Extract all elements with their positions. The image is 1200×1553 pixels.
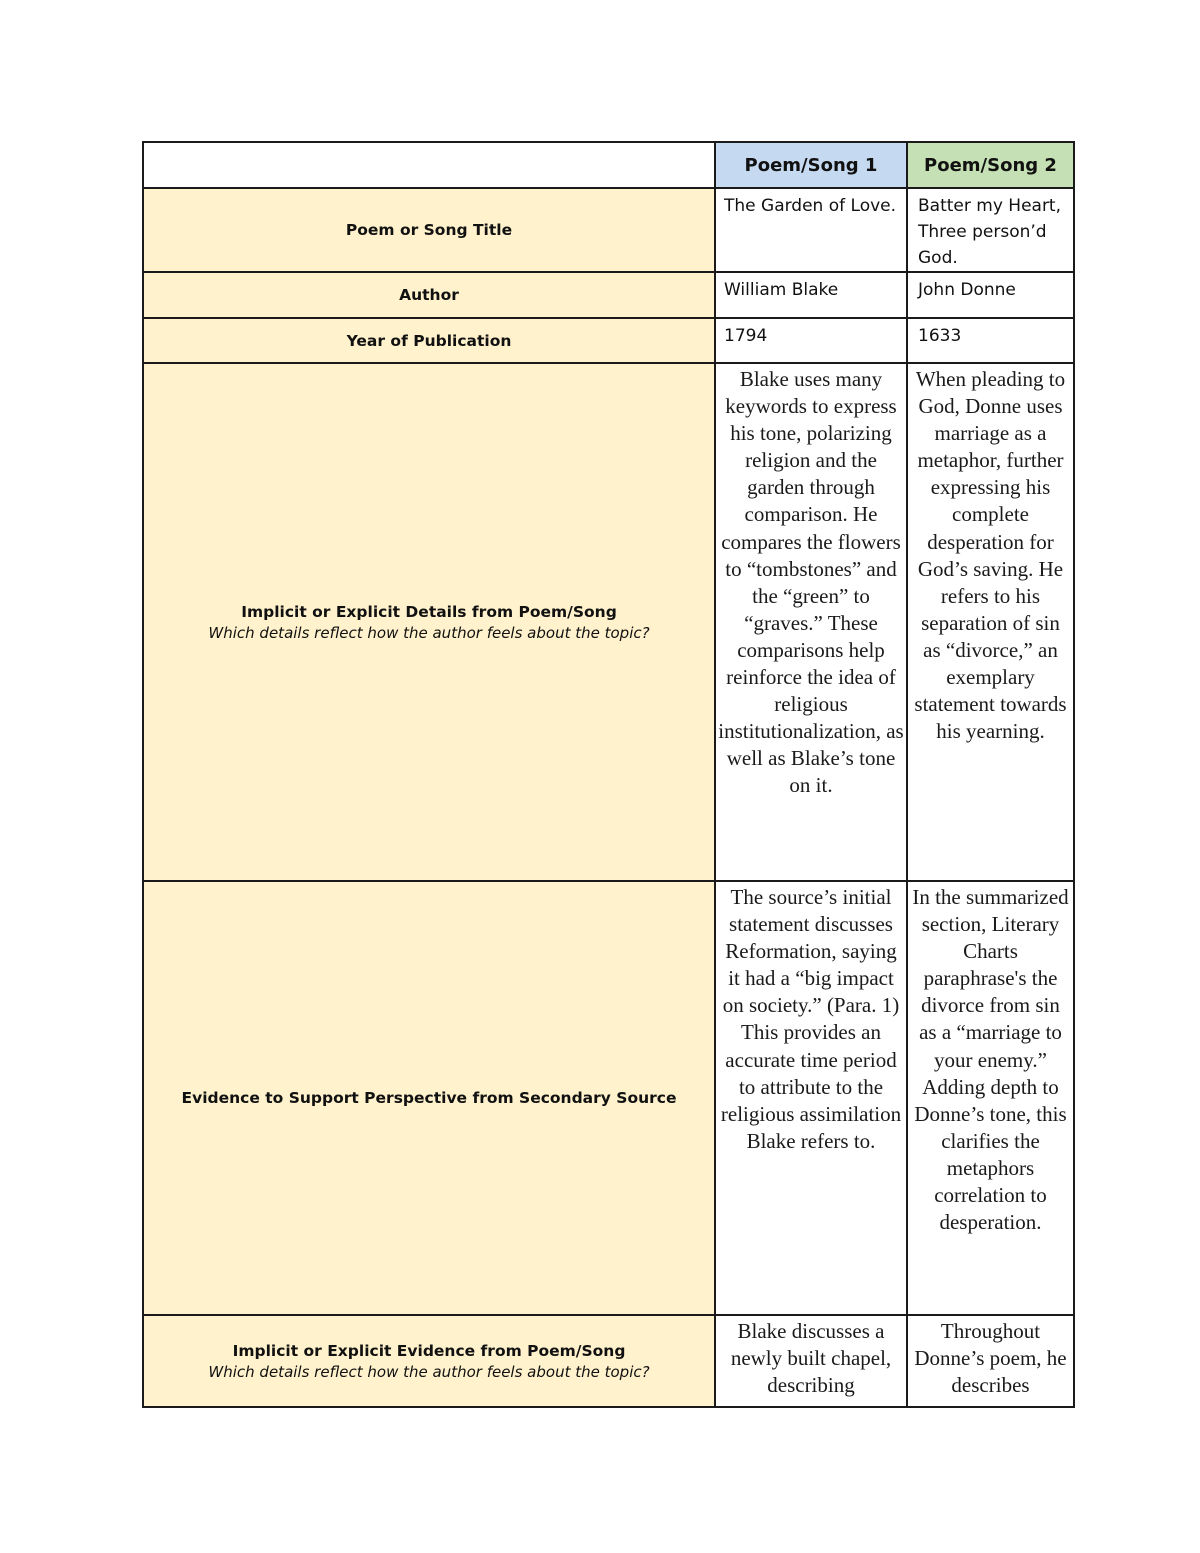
- row-author: [143, 272, 1074, 318]
- poem1-author: William Blake: [715, 272, 907, 318]
- row-year: [143, 318, 1074, 363]
- poem1-evidence: The source’s initial statement discusses Reformation, saying it had a “big impact on society.” (Para. 1) This provides an accurate time period to attribute to the religious assimilation Blake refers to.: [715, 881, 907, 1315]
- label-details-cell: [143, 363, 715, 881]
- poem2-implicit: Throughout Donne’s poem, he describes: [907, 1315, 1074, 1407]
- header-row: [143, 142, 1074, 188]
- row-evidence: [143, 881, 1074, 1315]
- header-poem-1: Poem/Song 1: [715, 142, 907, 188]
- label-author: Author: [399, 286, 459, 304]
- poem1-title: The Garden of Love.: [715, 188, 907, 272]
- header-poem-2: Poem/Song 2: [907, 142, 1074, 188]
- label-implicit: Implicit or Explicit Evidence from Poem/Song: [232, 1342, 626, 1360]
- row-title: [143, 188, 1074, 272]
- label-author-cell: [143, 272, 715, 318]
- poem2-title: Batter my Heart, Three person’d God.: [907, 188, 1074, 272]
- label-implicit-cell: [143, 1315, 715, 1407]
- row-details: [143, 363, 1074, 881]
- label-evidence: Evidence to Support Perspective from Secondary Source: [181, 1089, 677, 1107]
- poem1-implicit: Blake discusses a newly built chapel, describing: [715, 1315, 907, 1407]
- label-title-cell: [143, 188, 715, 272]
- poem2-evidence: In the summarized section, Literary Charts paraphrase's the divorce from sin as a “marriage to your enemy.” Adding depth to Donne’s tone, this clarifies the metaphors correlation to desperation.: [907, 881, 1074, 1315]
- label-implicit-question: Which details reflect how the author feels about the topic?: [208, 1363, 650, 1381]
- label-title: Poem or Song Title: [345, 221, 513, 239]
- label-year-cell: [143, 318, 715, 363]
- label-year: Year of Publication: [346, 331, 512, 350]
- label-evidence-cell: [143, 881, 715, 1315]
- poem2-details: When pleading to God, Donne uses marriage as a metaphor, further expressing his complete desperation for God’s saving. He refers to his separation of sin as “divorce,” an exemplary statement towards his yearning.: [907, 363, 1074, 881]
- poem1-details: Blake uses many keywords to express his tone, polarizing religion and the garden through comparison. He compares the flowers to “tombstones” and the “green” to “graves.” These comparisons help reinforce the idea of religious institutionalization, as well as Blake’s tone on it.: [715, 363, 907, 881]
- comparison-table: [142, 141, 1075, 1408]
- label-details: Implicit or Explicit Details from Poem/Song: [241, 603, 617, 621]
- header-blank-cell: [143, 142, 715, 188]
- label-details-question: Which details reflect how the author feels about the topic?: [208, 624, 650, 642]
- poem1-year: 1794: [715, 318, 907, 363]
- poem2-author: John Donne: [907, 272, 1074, 318]
- row-implicit-evidence: [143, 1315, 1074, 1407]
- poem2-year: 1633: [907, 318, 1074, 363]
